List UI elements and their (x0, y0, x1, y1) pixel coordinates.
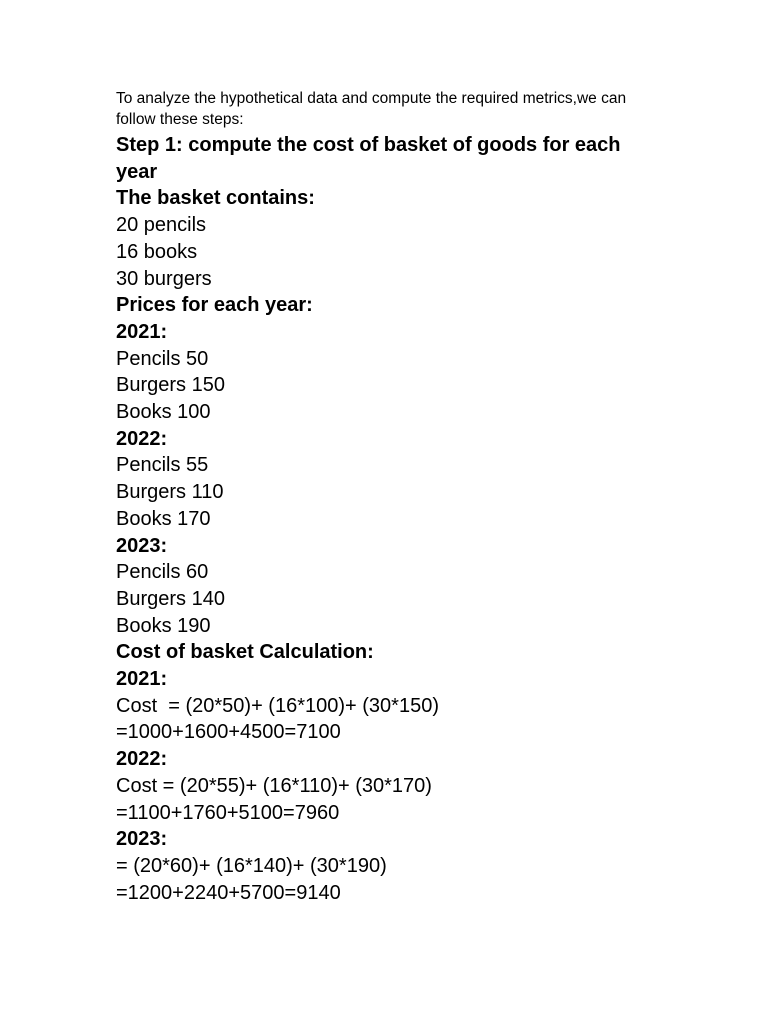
calc-result: =1200+2240+5700=9140 (116, 881, 341, 904)
price-item: Books 170 (116, 507, 211, 530)
calc-result: =1100+1760+5100=7960 (116, 801, 340, 824)
basket-item: 30 burgers (116, 267, 212, 290)
calc-year-2021: 2021: (116, 668, 168, 691)
intro-paragraph: To analyze the hypothetical data and compute the required metrics,we can follow these steps: (116, 90, 627, 128)
price-item: Books 190 (116, 614, 211, 637)
calc-year-2023: 2023: (116, 828, 168, 851)
basket-heading: The basket contains: (116, 187, 315, 210)
basket-item: 20 pencils (116, 214, 207, 237)
calc-formula: = (20*60)+ (16*140)+ (30*190) (116, 854, 387, 877)
calc-result: =1000+1600+4500=7100 (116, 721, 341, 744)
price-year-2022: 2022: (116, 427, 168, 450)
calc-year-2022: 2022: (116, 748, 168, 771)
step1-heading: Step 1: compute the cost of basket of goods for each year (116, 134, 621, 183)
calc-formula: Cost = (20*50)+ (16*100)+ (30*150) (116, 694, 439, 717)
calc-heading: Cost of basket Calculation: (116, 641, 374, 664)
document-body (116, 88, 656, 906)
price-item: Books 100 (116, 401, 211, 424)
price-item: Pencils 50 (116, 347, 209, 370)
basket-item: 16 books (116, 240, 198, 263)
price-year-2021: 2021: (116, 320, 168, 343)
price-item: Burgers 110 (116, 481, 224, 504)
price-item: Pencils 60 (116, 561, 209, 584)
price-item: Burgers 150 (116, 374, 225, 397)
calc-formula: Cost = (20*55)+ (16*110)+ (30*170) (116, 774, 432, 797)
prices-heading: Prices for each year: (116, 294, 313, 317)
price-item: Pencils 55 (116, 454, 209, 477)
price-year-2023: 2023: (116, 534, 168, 557)
price-item: Burgers 140 (116, 587, 225, 610)
